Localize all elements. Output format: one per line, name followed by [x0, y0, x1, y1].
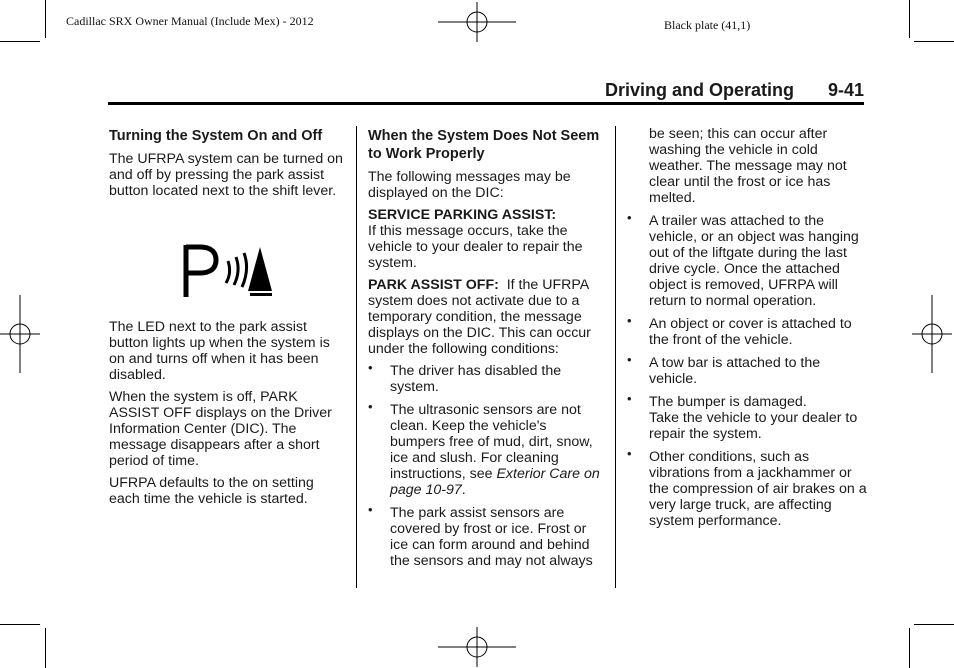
- registration-mark-right-icon: [912, 295, 952, 373]
- section-header: [108, 80, 864, 105]
- crop-mark: [914, 41, 954, 42]
- park-assist-icon: [182, 243, 274, 299]
- registration-mark-bottom-icon: [438, 627, 516, 667]
- service-parking-assist-paragraph: [368, 207, 604, 271]
- crop-mark: [45, 0, 46, 38]
- col1-paragraph: The LED next to the park assist button lights up when the system is on and turns off when it has been disabled.: [109, 319, 330, 383]
- crop-mark: [909, 0, 910, 38]
- bullet-icon: •: [368, 360, 373, 375]
- list-item-text: The ultrasonic sensors are not clean. Keep the vehicle's bumpers free of mud, dirt, snow, ice and slush. For cleaning instructions, see: [390, 402, 593, 482]
- list-item-text: Other conditions, such as vibrations from a jackhammer or the compression of air brakes on a very large truck, are affecting system performance.: [649, 449, 867, 529]
- registration-mark-top-icon: [438, 2, 516, 42]
- list-item: [368, 502, 604, 569]
- column-3: [627, 126, 867, 536]
- list-item: [627, 210, 867, 309]
- registration-mark-left-icon: [0, 295, 40, 373]
- bullet-icon: •: [627, 391, 632, 406]
- bullet-icon: •: [627, 210, 632, 225]
- list-item-text: Take the vehicle to your dealer to repair the system.: [649, 410, 858, 442]
- list-item-text: The driver has disabled the system.: [390, 363, 562, 395]
- list-item-text: The park assist sensors are covered by frost or ice. Frost or ice can form around and behind the sensors and may not always: [390, 505, 593, 569]
- col1-paragraph: UFRPA defaults to the on setting each time the vehicle is started.: [109, 475, 314, 507]
- bullet-icon: •: [627, 352, 632, 367]
- list-item-text: .: [461, 482, 466, 498]
- col2-intro: The following messages may be displayed on the DIC:: [368, 169, 571, 201]
- col3-continuation: [627, 126, 867, 206]
- list-item: [627, 313, 867, 348]
- manual-title: Cadillac SRX Owner Manual (Include Mex) - 2012: [66, 14, 314, 28]
- plate-label: Black plate (41,1): [664, 18, 751, 32]
- list-item-text: The bumper is damaged.: [649, 394, 807, 410]
- col1-paragraph: When the system is off, PARK ASSIST OFF displays on the Driver Information Center (DIC). The message disappears after a short period of time.: [109, 389, 332, 469]
- conditions-list: [368, 360, 604, 569]
- page-number: 9-41: [827, 80, 864, 100]
- bullet-icon: •: [368, 399, 373, 414]
- list-item-text: be seen; this can occur after washing the vehicle in cold weather. The message may not clear until the frost or ice has melted.: [649, 126, 847, 206]
- list-item: [627, 446, 867, 529]
- crop-mark: [0, 624, 40, 625]
- list-item-text: A tow bar is attached to the vehicle.: [649, 355, 821, 387]
- exterior-care-link[interactable]: Exterior Care on page 10-97: [390, 466, 600, 498]
- park-assist-off-label: PARK ASSIST OFF:: [368, 277, 499, 293]
- park-assist-icon-wrap: [109, 205, 345, 319]
- list-item: [627, 391, 867, 442]
- crop-mark: [914, 624, 954, 625]
- column-1: [109, 126, 345, 513]
- park-assist-off-paragraph: [368, 277, 604, 357]
- bullet-icon: •: [368, 502, 373, 517]
- column-divider: [615, 126, 616, 588]
- bullet-icon: •: [627, 446, 632, 461]
- list-item-text: An object or cover is attached to the front of the vehicle.: [649, 316, 852, 348]
- crop-mark: [909, 628, 910, 668]
- bullet-icon: •: [627, 313, 632, 328]
- conditions-list-continued: [627, 210, 867, 529]
- list-item: [627, 352, 867, 387]
- col1-heading: Turning the System On and Off: [109, 128, 323, 144]
- crop-mark: [45, 628, 46, 668]
- col1-paragraph: The UFRPA system can be turned on and off by pressing the park assist button located next to the shift lever.: [109, 151, 343, 199]
- service-parking-assist-text: If this message occurs, take the vehicle to your dealer to repair the system.: [368, 223, 583, 271]
- column-2: [368, 126, 604, 576]
- col2-heading: When the System Does Not Seem to Work Properly: [368, 128, 600, 162]
- crop-mark: [0, 41, 40, 42]
- section-title: Driving and Operating: [604, 80, 794, 100]
- list-item: [368, 360, 604, 395]
- list-item: [368, 399, 604, 498]
- list-item-text: A trailer was attached to the vehicle, or an object was hanging out of the liftgate during the last drive cycle. Once the attached object is removed, UFRPA will return to normal operation.: [649, 213, 859, 309]
- service-parking-assist-label: SERVICE PARKING ASSIST:: [368, 207, 557, 223]
- park-assist-off-text: If the UFRPA system does not activate due to a temporary condition, the message displays on the DIC. This can occur under the following conditions:: [368, 277, 591, 357]
- column-divider: [356, 126, 357, 588]
